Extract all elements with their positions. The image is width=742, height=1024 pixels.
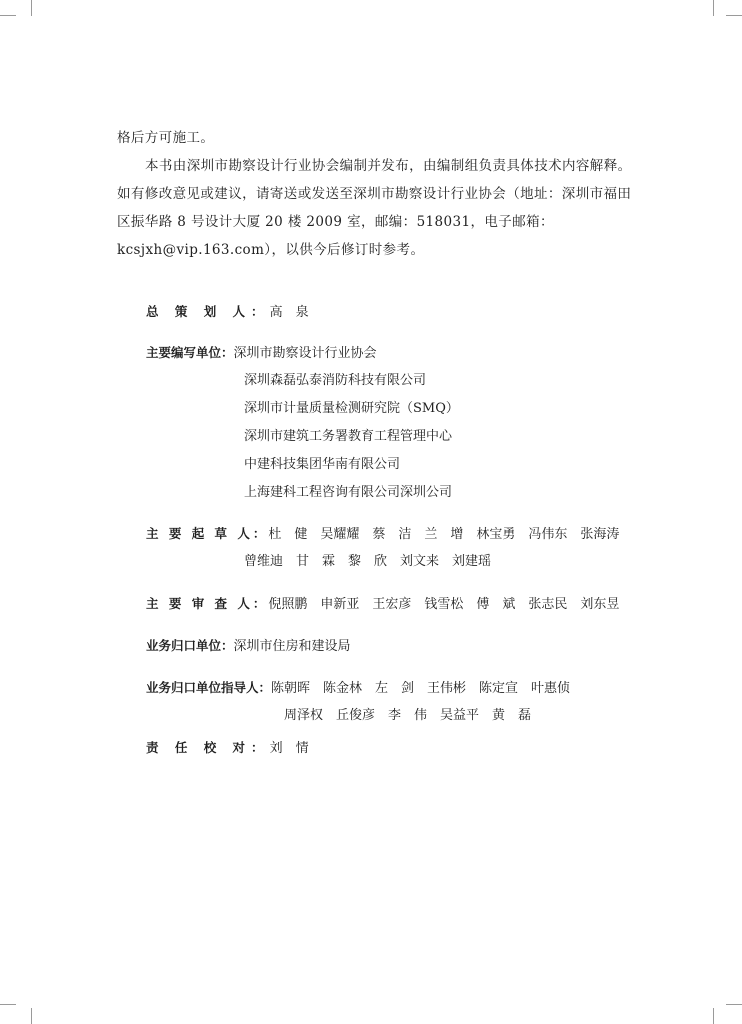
supervisors-label: 业务归口单位指导人：	[146, 680, 272, 695]
crop-mark-bottom-right	[713, 1008, 714, 1024]
crop-mark-bottom-left-h	[0, 1004, 16, 1005]
crop-mark-top-right	[713, 0, 714, 16]
intro-line-continuation: 格后方可施工。	[117, 130, 215, 146]
credit-reviewers	[146, 594, 619, 615]
units-label: 主要编写单位：	[146, 345, 234, 360]
drafters-line-1: 杜 健 吴耀耀 蔡 洁 兰 增 林宝勇 冯伟东 张海涛	[268, 527, 620, 542]
crop-mark-top-left-h	[0, 15, 16, 16]
credit-supervisors	[146, 678, 570, 699]
intro-feedback-paragraph: 本书由深圳市勘察设计行业协会编制并发布，由编制组负责具体技术内容解释。如有修改意见或建议，请寄送或发送至深圳市勘察设计行业协会（地址：深圳市福田区振华路 8 号设计大厦 20 楼 2009 室，邮编：518031，电子邮箱：kcsjxh@vip.163.com），以供今后修订时参考。	[117, 158, 632, 258]
proofreader-label: 责 任 校 对：	[146, 740, 270, 755]
credit-units	[146, 343, 377, 364]
unit-item: 深圳市计量质量检测研究院（SMQ）	[244, 401, 459, 416]
unit-item: 深圳市建筑工务署教育工程管理中心	[244, 429, 453, 444]
authority-label: 业务归口单位：	[146, 638, 234, 653]
credit-authority	[146, 636, 351, 657]
crop-mark-bottom-left	[31, 1008, 32, 1024]
reviewers-label: 主 要 审 查 人：	[146, 596, 269, 611]
supervisors-line-1: 陈朝晖 陈金林 左 剑 王伟彬 陈定宣 叶惠侦	[271, 681, 571, 696]
credit-proofreader	[146, 738, 309, 759]
credit-drafters	[146, 524, 619, 545]
proofreader-value: 刘 情	[269, 741, 309, 756]
planner-label: 总 策 划 人：	[146, 304, 270, 319]
drafters-line-2: 曾维迪 甘 霖 黎 欣 刘文来 刘建瑶	[244, 554, 492, 569]
reviewers-value: 倪照鹏 申新亚 王宏彦 钱雪松 傅 斌 张志民 刘东昱	[268, 597, 620, 612]
unit-item: 中建科技集团华南有限公司	[244, 457, 401, 472]
supervisors-line-2: 周泽权 丘俊彦 李 伟 吴益平 黄 磊	[284, 708, 532, 723]
unit-item: 深圳市勘察设计行业协会	[233, 346, 377, 361]
unit-item: 深圳森磊弘泰消防科技有限公司	[244, 373, 427, 388]
authority-value: 深圳市住房和建设局	[233, 639, 351, 654]
unit-item: 上海建科工程咨询有限公司深圳公司	[244, 485, 453, 500]
crop-mark-bottom-right-h	[726, 1004, 742, 1005]
crop-mark-top-left	[31, 0, 32, 16]
crop-mark-top-right-h	[726, 15, 742, 16]
credit-planner	[146, 302, 309, 323]
planner-value: 高 泉	[269, 305, 309, 320]
drafters-label: 主 要 起 草 人：	[146, 526, 269, 541]
